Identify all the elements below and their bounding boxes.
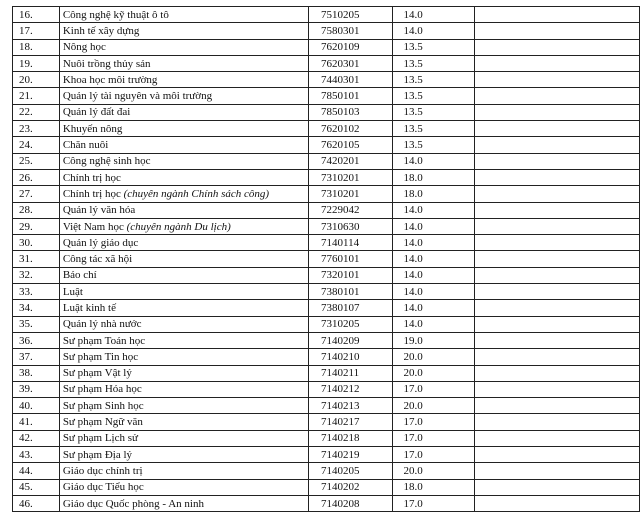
program-code: 7620105 [308,137,392,153]
program-code: 7580301 [308,23,392,39]
program-code: 7229042 [308,202,392,218]
row-number: 34. [13,300,60,316]
admission-score: 17.0 [393,430,475,446]
admission-score: 17.0 [393,447,475,463]
row-number: 39. [13,381,60,397]
program-name-cell [59,235,308,251]
program-name: Sư phạm Ngữ văn [62,416,143,429]
program-name-cell [59,495,308,511]
table-row [13,332,640,348]
program-name-cell [59,267,308,283]
row-number: 18. [13,39,60,55]
admission-score: 14.0 [393,267,475,283]
admission-score: 13.5 [393,104,475,120]
program-name: Sư phạm Sinh học [62,399,144,412]
program-name-cell [59,300,308,316]
program-code: 7850103 [308,104,392,120]
row-number: 41. [13,414,60,430]
program-code: 7380107 [308,300,392,316]
program-name: Công tác xã hội [62,253,133,266]
admission-score: 20.0 [393,398,475,414]
remarks-cell [474,169,639,185]
row-number: 31. [13,251,60,267]
table-row [13,398,640,414]
table-row [13,104,640,120]
program-name: Quản lý giáo dục [62,236,139,249]
program-code: 7510205 [308,7,392,23]
program-name: Sư phạm Lịch sử [62,432,138,445]
table-row [13,316,640,332]
program-name-cell [59,479,308,495]
admission-score: 13.5 [393,121,475,137]
program-code: 7620301 [308,55,392,71]
row-number: 26. [13,169,60,185]
program-name-cell [59,88,308,104]
row-number: 20. [13,72,60,88]
table-row [13,300,640,316]
row-number: 45. [13,479,60,495]
table-row [13,349,640,365]
program-code: 7140217 [308,414,392,430]
program-name: Sư phạm Địa lý [62,448,133,461]
program-name: Giáo dục Quốc phòng - An ninh [62,497,204,510]
program-name-cell [59,137,308,153]
program-name-cell [59,463,308,479]
row-number: 43. [13,447,60,463]
remarks-cell [474,7,639,23]
remarks-cell [474,414,639,430]
remarks-cell [474,430,639,446]
program-code: 7320101 [308,267,392,283]
row-number: 42. [13,430,60,446]
program-code: 7140218 [308,430,392,446]
program-name: Công nghệ kỹ thuật ô tô [62,8,169,21]
program-name-cell [59,381,308,397]
row-number: 24. [13,137,60,153]
table-row [13,186,640,202]
remarks-cell [474,72,639,88]
remarks-cell [474,202,639,218]
admission-score: 20.0 [393,463,475,479]
admission-score: 14.0 [393,153,475,169]
row-number: 16. [13,7,60,23]
admission-score-table [12,6,640,512]
admission-score: 13.5 [393,72,475,88]
admission-score: 14.0 [393,316,475,332]
row-number: 36. [13,332,60,348]
row-number: 22. [13,104,60,120]
table-row [13,284,640,300]
admission-score: 17.0 [393,414,475,430]
admission-score: 13.5 [393,137,475,153]
table-row [13,365,640,381]
remarks-cell [474,137,639,153]
program-name-cell [59,218,308,234]
table-row [13,39,640,55]
program-code: 7140213 [308,398,392,414]
program-code: 7380101 [308,284,392,300]
admission-score: 18.0 [393,169,475,185]
program-name: Giáo dục chính trị [62,464,143,477]
table-row [13,495,640,511]
program-name: Báo chí [62,269,97,282]
program-name: Quản lý tài nguyên và môi trường [62,90,213,103]
program-code: 7140202 [308,479,392,495]
row-number: 25. [13,153,60,169]
program-name: Luật [62,285,83,298]
row-number: 19. [13,55,60,71]
program-name-cell [59,23,308,39]
program-name-cell [59,349,308,365]
program-code: 7620102 [308,121,392,137]
program-name: Quản lý văn hóa [62,204,136,217]
program-name: Sư phạm Vật lý [62,367,132,380]
row-number: 40. [13,398,60,414]
remarks-cell [474,251,639,267]
admission-score: 14.0 [393,7,475,23]
remarks-cell [474,186,639,202]
program-name: Luật kinh tế [62,301,116,314]
remarks-cell [474,267,639,283]
program-name-cell [59,104,308,120]
program-name-cell [59,251,308,267]
table-row [13,121,640,137]
admission-score: 18.0 [393,186,475,202]
remarks-cell [474,39,639,55]
remarks-cell [474,104,639,120]
program-code: 7140205 [308,463,392,479]
remarks-cell [474,463,639,479]
admission-score: 14.0 [393,235,475,251]
remarks-cell [474,300,639,316]
table-row [13,430,640,446]
program-name-cell [59,169,308,185]
remarks-cell [474,495,639,511]
table-row [13,235,640,251]
table-row [13,267,640,283]
table-row [13,169,640,185]
program-name-cell [59,332,308,348]
program-name-cell [59,72,308,88]
program-name-cell [59,447,308,463]
program-name: Quản lý đất đai [62,106,131,119]
admission-score: 14.0 [393,23,475,39]
program-code: 7140210 [308,349,392,365]
program-code: 7140212 [308,381,392,397]
admission-score: 14.0 [393,284,475,300]
table-row [13,88,640,104]
table-row [13,23,640,39]
program-code: 7140219 [308,447,392,463]
admission-score: 13.5 [393,55,475,71]
remarks-cell [474,381,639,397]
program-specialization: (chuyên ngành Du lịch) [126,220,231,233]
row-number: 33. [13,284,60,300]
program-code: 7310201 [308,169,392,185]
program-name-cell [59,7,308,23]
remarks-cell [474,121,639,137]
remarks-cell [474,55,639,71]
remarks-cell [474,235,639,251]
program-name: Sư phạm Hóa học [62,383,142,396]
row-number: 46. [13,495,60,511]
row-number: 32. [13,267,60,283]
row-number: 38. [13,365,60,381]
remarks-cell [474,349,639,365]
row-number: 44. [13,463,60,479]
program-name: Chính trị học [62,171,121,184]
remarks-cell [474,284,639,300]
program-name: Sư phạm Toán học [62,334,146,347]
admission-score: 13.5 [393,39,475,55]
admission-score: 14.0 [393,300,475,316]
table-row [13,72,640,88]
remarks-cell [474,218,639,234]
admission-score: 17.0 [393,381,475,397]
program-name-cell [59,316,308,332]
program-code: 7440301 [308,72,392,88]
program-name: Nuôi trồng thủy sản [62,57,151,70]
program-name-cell [59,55,308,71]
admission-score: 19.0 [393,332,475,348]
program-name-cell [59,153,308,169]
program-name: Kinh tế xây dựng [62,24,140,37]
program-name-cell [59,284,308,300]
row-number: 17. [13,23,60,39]
table-row [13,202,640,218]
row-number: 28. [13,202,60,218]
remarks-cell [474,332,639,348]
remarks-cell [474,23,639,39]
admission-score: 14.0 [393,218,475,234]
table-row [13,7,640,23]
row-number: 35. [13,316,60,332]
program-code: 7140209 [308,332,392,348]
remarks-cell [474,88,639,104]
program-code: 7420201 [308,153,392,169]
table-row [13,218,640,234]
table-body [13,7,640,512]
table-row [13,137,640,153]
table-row [13,463,640,479]
program-code: 7620109 [308,39,392,55]
program-name: Giáo dục Tiểu học [62,481,144,494]
admission-score: 20.0 [393,349,475,365]
admission-score: 14.0 [393,251,475,267]
row-number: 30. [13,235,60,251]
admission-score: 20.0 [393,365,475,381]
program-code: 7850101 [308,88,392,104]
table-row [13,479,640,495]
row-number: 21. [13,88,60,104]
program-name-cell [59,39,308,55]
table-row [13,55,640,71]
admission-score: 18.0 [393,479,475,495]
table-row [13,447,640,463]
admission-score: 17.0 [393,495,475,511]
program-code: 7140114 [308,235,392,251]
table-row [13,414,640,430]
program-name-cell [59,186,308,202]
row-number: 37. [13,349,60,365]
program-name: Nông học [62,41,106,54]
program-specialization: (chuyên ngành Chính sách công) [123,187,270,200]
program-name-cell [59,414,308,430]
program-name: Sư phạm Tin học [62,350,139,363]
remarks-cell [474,365,639,381]
program-name: Chăn nuôi [62,139,109,152]
program-name: Việt Nam học [62,220,124,233]
table-row [13,153,640,169]
remarks-cell [474,398,639,414]
program-name-cell [59,121,308,137]
remarks-cell [474,316,639,332]
remarks-cell [474,153,639,169]
program-code: 7310630 [308,218,392,234]
row-number: 29. [13,218,60,234]
program-name: Khuyến nông [62,122,123,135]
program-name-cell [59,365,308,381]
remarks-cell [474,447,639,463]
program-name-cell [59,430,308,446]
table-row [13,251,640,267]
remarks-cell [474,479,639,495]
program-name: Công nghệ sinh học [62,155,151,168]
program-code: 7140211 [308,365,392,381]
row-number: 27. [13,186,60,202]
program-name: Chính trị học [62,187,121,200]
program-name-cell [59,202,308,218]
program-code: 7760101 [308,251,392,267]
program-code: 7140208 [308,495,392,511]
row-number: 23. [13,121,60,137]
program-name: Khoa học môi trường [62,73,158,86]
program-name-cell [59,398,308,414]
program-code: 7310205 [308,316,392,332]
admission-score: 13.5 [393,88,475,104]
admission-score: 14.0 [393,202,475,218]
table-row [13,381,640,397]
program-name: Quản lý nhà nước [62,318,142,331]
program-code: 7310201 [308,186,392,202]
